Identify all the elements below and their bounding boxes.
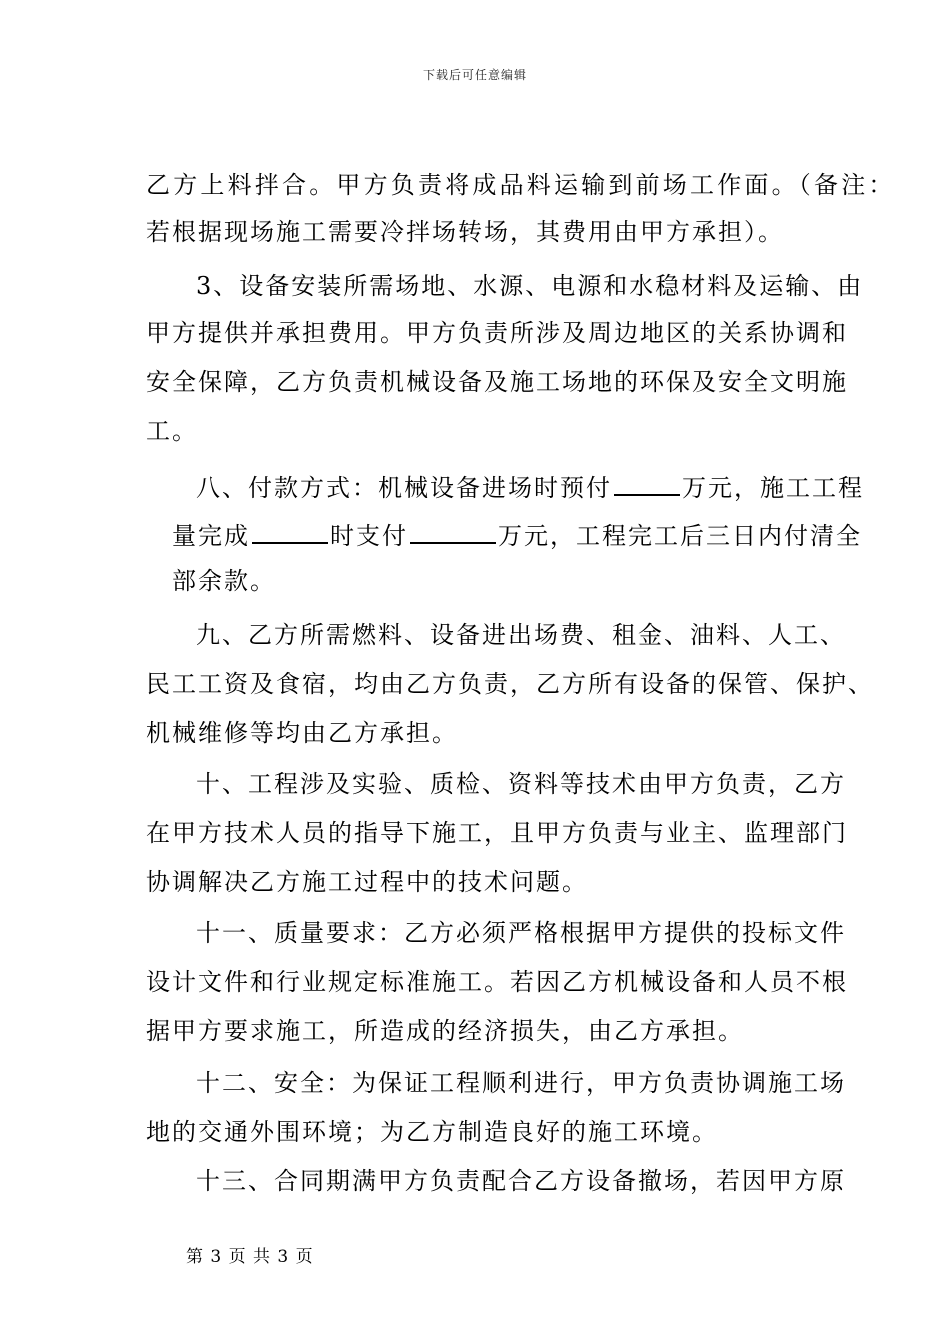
- payment-text-a: 八、付款方式：机械设备进场时预付: [196, 474, 612, 502]
- text-line-2: 若根据现场施工需要冷拌场转场，其费用由甲方承担）。: [146, 218, 784, 246]
- text-line-19: 十二、安全：为保证工程顺利进行，甲方负责协调施工场: [196, 1069, 846, 1097]
- text-line-11: 民工工资及食宿，均由乙方负责，乙方所有设备的保管、保护、: [146, 670, 874, 698]
- text-line-20: 地的交通外围环境；为乙方制造良好的施工环境。: [146, 1118, 718, 1146]
- text-line-3: 3、设备安装所需场地、水源、电源和水稳材料及运输、由: [196, 272, 864, 300]
- payment-line-2: [172, 518, 862, 551]
- text-line-14: 在甲方技术人员的指导下施工，且甲方负责与业主、监理部门: [146, 819, 848, 847]
- payment-amount-blank[interactable]: [410, 518, 496, 544]
- text-line-6: 工。: [146, 417, 198, 445]
- page-footer: 第 3 页 共 3 页: [186, 1247, 314, 1267]
- payment-text-e: 万元，工程完工后三日内付清全: [498, 522, 862, 550]
- text-line-10: 九、乙方所需燃料、设备进出场费、租金、油料、人工、: [196, 621, 846, 649]
- text-line-4: 甲方提供并承担费用。甲方负责所涉及周边地区的关系协调和: [146, 319, 848, 347]
- header-note: 下载后可任意编辑: [422, 68, 527, 82]
- text-line-21: 十三、合同期满甲方负责配合乙方设备撤场，若因甲方原: [196, 1167, 846, 1195]
- text-line-9: 部余款。: [172, 567, 276, 595]
- completion-amount-blank[interactable]: [252, 518, 328, 544]
- advance-amount-blank[interactable]: [614, 470, 680, 496]
- text-line-16: 十一、质量要求：乙方必须严格根据甲方提供的投标文件: [196, 919, 846, 947]
- payment-text-b: 万元，施工工程: [682, 474, 864, 502]
- payment-line-1: [196, 470, 864, 503]
- text-line-18: 据甲方要求施工，所造成的经济损失，由乙方承担。: [146, 1017, 744, 1045]
- payment-text-d: 时支付: [330, 522, 408, 550]
- text-line-1: 乙方上料拌合。甲方负责将成品料运输到前场工作面。（备注：: [146, 171, 896, 199]
- text-line-17: 设计文件和行业规定标准施工。若因乙方机械设备和人员不根: [146, 968, 848, 996]
- text-line-15: 协调解决乙方施工过程中的技术问题。: [146, 868, 588, 896]
- text-line-5: 安全保障，乙方负责机械设备及施工场地的环保及安全文明施: [146, 368, 848, 396]
- text-line-12: 机械维修等均由乙方承担。: [146, 719, 458, 747]
- payment-text-c: 量完成: [172, 522, 250, 550]
- text-line-13: 十、工程涉及实验、质检、资料等技术由甲方负责，乙方: [196, 770, 846, 798]
